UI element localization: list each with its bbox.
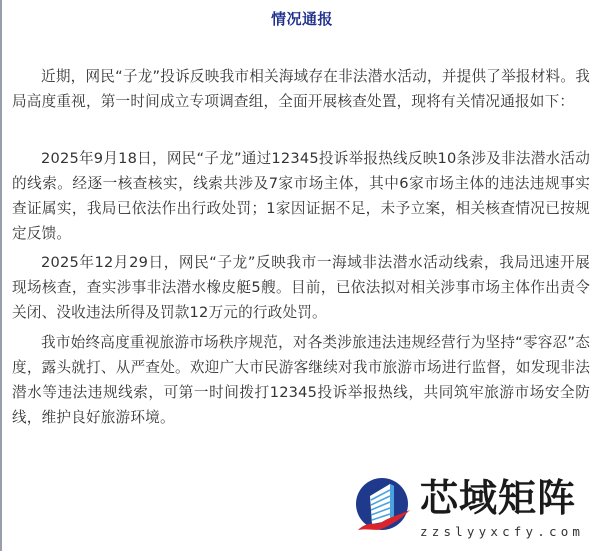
paragraph-intro: 近期，网民“子龙”投诉反映我市相关海域存在非法潜水活动，并提供了举报材料。我局高度重视，第一时间成立专项调查组，全面开展核查处置，现将有关情况通报如下：	[12, 68, 590, 110]
paragraph-dec-report: 2025年12月29日，网民“子龙”反映我市一海域非法潜水活动线索，我局迅速开展现场核查，查实涉事非法潜水橡皮艇5艘。目前，已依法拟对相关涉事市场主体作出责令关闭、没收违法所得及罚款12万元的行政处罚。	[12, 254, 590, 321]
watermark-url: zzslyyxcfy.com	[420, 524, 585, 539]
document-title: 情况通报	[270, 10, 333, 28]
paragraph-sept-report: 2025年9月18日，网民“子龙”通过12345投诉举报热线反映10条涉及非法潜水活动的线索。经逐一核查核实，线索共涉及7家市场主体，其中6家市场主体的违法违规事实查证属实，我局已依法作出行政处罚；1家因证据不足，未予立案，相关核查情况已按规定反馈。	[12, 150, 590, 242]
paragraph-closing: 我市始终高度重视旅游市场秩序规范，对各类涉旅违法违规经营行为坚持“零容忍”态度，露头就打、从严查处。欢迎广大市民游客继续对我市旅游市场进行监督，如发现非法潜水等违法违规线索，可第一时间拨打12345投诉举报热线，共同筑牢旅游市场安全防线，维护良好旅游环境。	[12, 334, 590, 426]
watermark-logo	[354, 476, 594, 546]
watermark-brand-name: 芯域矩阵	[420, 475, 577, 520]
building-globe-logo-icon	[354, 476, 412, 538]
